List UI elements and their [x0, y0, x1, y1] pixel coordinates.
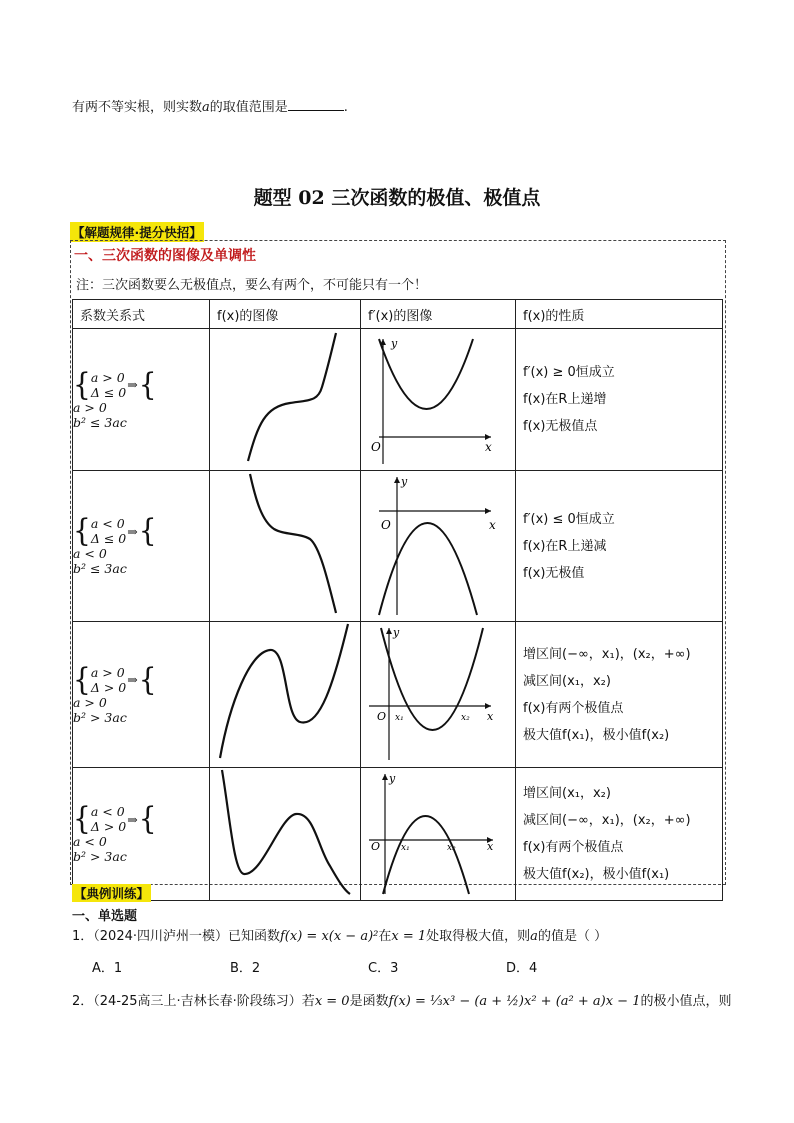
tips-tag: 【解题规律·提分快招】 — [70, 222, 204, 242]
question-2: 2．（24-25高三上·吉林长春·阶段练习）若x = 0是函数f(x) = ⅓x³ − (a + ½)x² + (a² + a)x − 1的极小值点，则 — [72, 994, 732, 1009]
fprime-graph-two-roots — [361, 622, 516, 763]
table-row — [73, 329, 723, 471]
coef-cell: {a > 0 Δ > 0⇒{a > 0 b² > 3ac — [73, 622, 210, 768]
svg-text:x₂: x₂ — [447, 843, 456, 853]
coef-cell: {a < 0 Δ ≤ 0⇒{a < 0 b² ≤ 3ac — [73, 471, 210, 622]
svg-text:y: y — [389, 772, 396, 785]
training-tag: 【典例训练】 — [74, 886, 150, 901]
svg-text:y: y — [401, 475, 408, 488]
svg-text:O: O — [381, 518, 391, 532]
coef-cell: {a < 0 Δ > 0⇒{a < 0 b² > 3ac — [73, 768, 210, 901]
properties-cell: f′(x) ≤ 0恒成立 f(x)在R上递减 f(x)无极值 — [516, 471, 723, 622]
header-fprime-graph: f′(x)的图像 — [361, 300, 516, 329]
intro-text: 有两不等实根，则实数a的取值范围是 . — [72, 100, 348, 115]
properties-cell: 增区间(−∞，x₁)，(x₂，+∞) 减区间(x₁，x₂) f(x)有两个极值点 极大值f(x₁)，极小值f(x₂) — [516, 622, 723, 768]
coef-cell: {a > 0 Δ ≤ 0⇒{a > 0 b² ≤ 3ac — [73, 329, 210, 471]
question-1: 1．（2024·四川泸州一模）已知函数f(x) = x(x − a)²在x = 1处取得极大值，则a的值是（ ） — [72, 929, 608, 944]
f-graph-cell — [210, 622, 361, 768]
table-row — [73, 622, 723, 768]
f-graph-increasing — [210, 329, 361, 466]
header-coef: 系数关系式 — [73, 300, 210, 329]
sub-heading: 一、三次函数的图像及单调性 — [74, 248, 256, 264]
cubic-properties-table — [72, 299, 723, 901]
intro-variable: a — [202, 100, 210, 115]
svg-text:x: x — [487, 840, 494, 853]
table-row — [73, 471, 723, 622]
fprime-graph-two-roots-downward — [361, 768, 516, 896]
properties-cell: 增区间(x₁，x₂) 减区间(−∞，x₁)，(x₂，+∞) f(x)有两个极值点 极大值f(x₂)，极小值f(x₁) — [516, 768, 723, 901]
svg-text:O: O — [377, 710, 387, 723]
svg-text:x: x — [487, 710, 494, 723]
svg-text:x₁: x₁ — [395, 713, 404, 723]
svg-text:x₁: x₁ — [401, 843, 410, 853]
svg-text:y: y — [393, 626, 400, 639]
svg-text:y: y — [391, 337, 398, 350]
fprime-graph-cell — [361, 622, 516, 768]
f-graph-cell — [210, 768, 361, 901]
question-type: 一、单选题 — [72, 909, 138, 924]
fprime-graph-upward — [361, 329, 516, 466]
choice-a[interactable]: A．1 — [92, 961, 123, 976]
question-1-choices — [92, 957, 644, 976]
svg-text:x: x — [489, 518, 496, 532]
f-graph-two-extrema — [210, 622, 361, 763]
svg-text:O: O — [371, 840, 381, 853]
f-graph-decreasing — [210, 471, 361, 617]
f-graph-two-extrema-negative — [210, 768, 361, 896]
fprime-graph-cell — [361, 329, 516, 471]
choice-d[interactable]: D．4 — [506, 961, 538, 976]
table-header-row — [73, 300, 723, 329]
svg-text:x: x — [485, 440, 492, 454]
table-row — [73, 768, 723, 901]
fprime-graph-cell — [361, 768, 516, 901]
f-graph-cell — [210, 329, 361, 471]
svg-text:x₂: x₂ — [461, 713, 470, 723]
header-properties: f(x)的性质 — [516, 300, 723, 329]
answer-blank — [288, 98, 344, 111]
svg-text:O: O — [371, 440, 381, 454]
section-title: 题型 02 三次函数的极值、极值点 — [253, 187, 541, 209]
header-f-graph: f(x)的图像 — [210, 300, 361, 329]
note: 注：三次函数要么无极值点，要么有两个，不可能只有一个！ — [76, 278, 428, 293]
f-graph-cell — [210, 471, 361, 622]
choice-b[interactable]: B．2 — [230, 961, 261, 976]
properties-cell: f′(x) ≥ 0恒成立 f(x)在R上递增 f(x)无极值点 — [516, 329, 723, 471]
choice-c[interactable]: C．3 — [368, 961, 399, 976]
fprime-graph-cell — [361, 471, 516, 622]
fprime-graph-downward — [361, 471, 516, 617]
